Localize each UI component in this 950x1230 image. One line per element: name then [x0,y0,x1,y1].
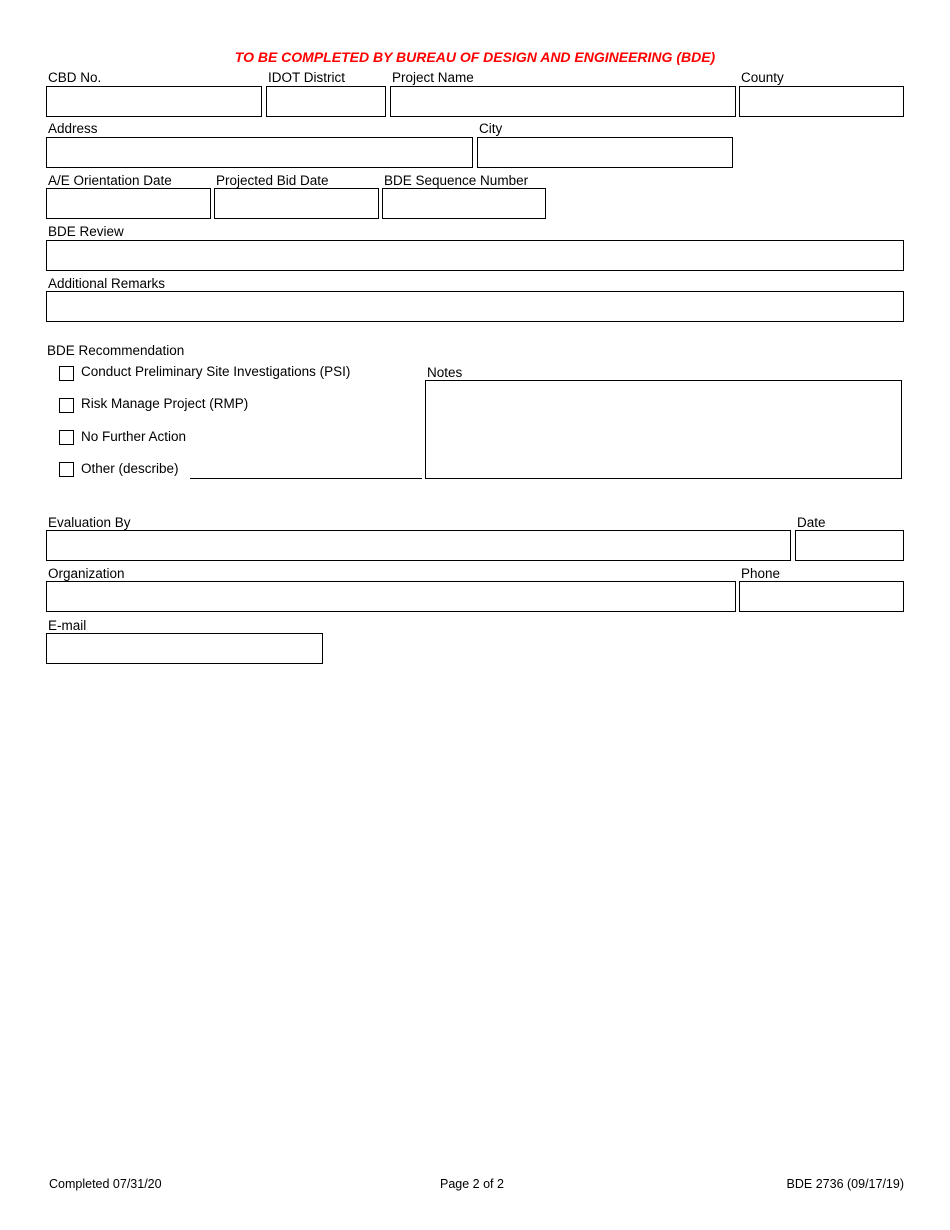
phone-input[interactable] [739,581,904,612]
footer-page-number: Page 2 of 2 [440,1177,504,1191]
rmp-option-label: Risk Manage Project (RMP) [81,396,249,411]
evaluation-by-input[interactable] [46,530,791,561]
notes-textarea[interactable] [425,380,902,479]
bde-sequence-number-label: BDE Sequence Number [384,173,529,188]
psi-checkbox[interactable] [59,366,74,381]
form-section-title: TO BE COMPLETED BY BUREAU OF DESIGN AND ENGINEERING (BDE) [234,49,716,65]
date-input[interactable] [795,530,904,561]
other-option-label: Other (describe) [81,461,179,476]
footer-completed-date: Completed 07/31/20 [49,1177,162,1191]
projected-bid-date-label: Projected Bid Date [216,173,329,188]
organization-label: Organization [48,566,125,581]
phone-label: Phone [741,566,781,581]
no-further-action-checkbox[interactable] [59,430,74,445]
ae-orientation-date-input[interactable] [46,188,211,219]
email-input[interactable] [46,633,323,664]
bde-review-label: BDE Review [48,224,124,239]
city-input[interactable] [477,137,733,168]
project-name-label: Project Name [392,70,474,85]
idot-district-label: IDOT District [268,70,345,85]
city-label: City [479,121,503,136]
organization-input[interactable] [46,581,736,612]
email-label: E-mail [48,618,87,633]
cbd-no-input[interactable] [46,86,262,117]
additional-remarks-label: Additional Remarks [48,276,166,291]
address-input[interactable] [46,137,473,168]
date-label: Date [797,515,826,530]
bde-sequence-number-input[interactable] [382,188,546,219]
no-further-action-option-label: No Further Action [81,429,187,444]
footer-form-id: BDE 2736 (09/17/19) [786,1177,904,1191]
county-label: County [741,70,784,85]
psi-option-label: Conduct Preliminary Site Investigations (PSI) [81,364,351,379]
project-name-input[interactable] [390,86,736,117]
bde-recommendation-heading: BDE Recommendation [47,343,185,358]
notes-label: Notes [427,365,463,380]
ae-orientation-date-label: A/E Orientation Date [48,173,172,188]
projected-bid-date-input[interactable] [214,188,379,219]
cbd-no-label: CBD No. [48,70,102,85]
idot-district-input[interactable] [266,86,386,117]
county-input[interactable] [739,86,904,117]
address-label: Address [48,121,98,136]
rmp-checkbox[interactable] [59,398,74,413]
other-checkbox[interactable] [59,462,74,477]
other-description-input[interactable] [190,462,422,479]
evaluation-by-label: Evaluation By [48,515,131,530]
bde-review-input[interactable] [46,240,904,271]
additional-remarks-input[interactable] [46,291,904,322]
